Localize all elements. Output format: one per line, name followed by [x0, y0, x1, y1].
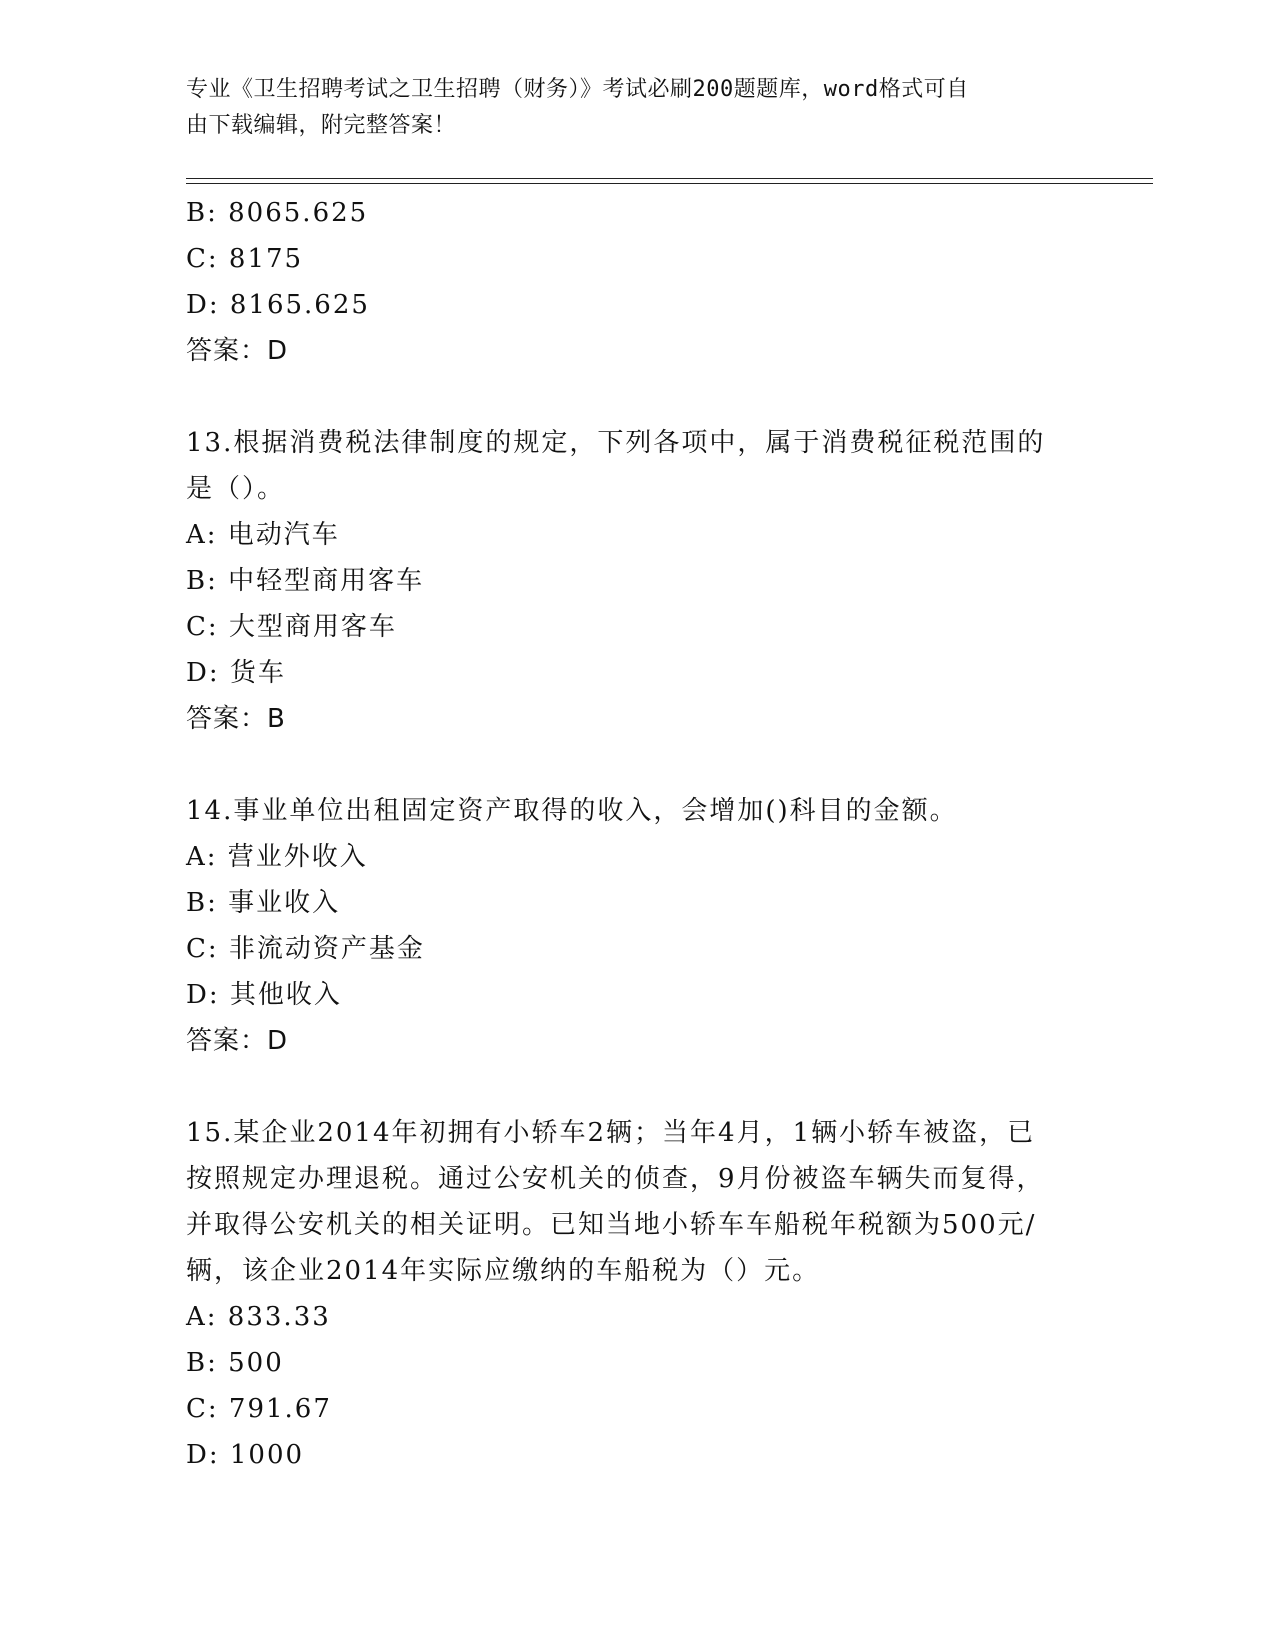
option-d: D: 其他收入 [186, 980, 342, 1010]
question-15 [186, 1110, 1086, 1478]
option-c: C: 8175 [186, 244, 304, 274]
question-stem-line-1: 14.事业单位出租固定资产取得的收入，会增加()科目的金额。 [186, 796, 958, 826]
question-list [186, 190, 1086, 1478]
option-b: B: 8065.625 [186, 198, 369, 228]
option-a: A: 营业外收入 [186, 842, 368, 872]
option-c: C: 791.67 [186, 1394, 332, 1424]
question-13 [186, 420, 1086, 742]
answer-line: 答案：D [186, 1026, 289, 1056]
question-stem-line-1: 15.某企业2014年初拥有小轿车2辆；当年4月，1辆小轿车被盗，已 [186, 1118, 1036, 1148]
question-stem-line-2: 按照规定办理退税。通过公安机关的侦查，9月份被盗车辆失而复得， [186, 1164, 1045, 1194]
header-line-2: 由下载编辑，附完整答案！ [186, 113, 457, 138]
header-divider-top [186, 178, 1153, 179]
option-a: A: 电动汽车 [186, 520, 340, 550]
option-d: D: 1000 [186, 1440, 305, 1470]
option-b: B: 中轻型商用客车 [186, 566, 425, 596]
question-14 [186, 788, 1086, 1064]
spacer [186, 1064, 1086, 1110]
question-stem-line-4: 辆，该企业2014年实际应缴纳的车船税为（）元。 [186, 1256, 821, 1286]
spacer [186, 742, 1086, 788]
option-c: C: 非流动资产基金 [186, 934, 425, 964]
option-c: C: 大型商用客车 [186, 612, 397, 642]
option-d: D: 货车 [186, 658, 286, 688]
option-b: B: 事业收入 [186, 888, 341, 918]
option-a: A: 833.33 [186, 1302, 331, 1332]
question-stem-line-3: 并取得公安机关的相关证明。已知当地小轿车车船税年税额为500元/ [186, 1210, 1037, 1240]
question-stem-line-1: 13.根据消费税法律制度的规定，下列各项中，属于消费税征税范围的 [186, 428, 1046, 458]
question-12 [186, 190, 1086, 374]
answer-line: 答案：D [186, 336, 289, 366]
header-line-1: 专业《卫生招聘考试之卫生招聘（财务）》考试必刷200题题库，word格式可自 [186, 77, 969, 102]
answer-line: 答案：B [186, 704, 286, 734]
header-divider-bottom [186, 183, 1153, 184]
question-stem-line-2: 是（）。 [186, 474, 286, 504]
spacer [186, 374, 1086, 420]
option-d: D: 8165.625 [186, 290, 370, 320]
option-b: B: 500 [186, 1348, 284, 1378]
page-header [186, 72, 1066, 144]
